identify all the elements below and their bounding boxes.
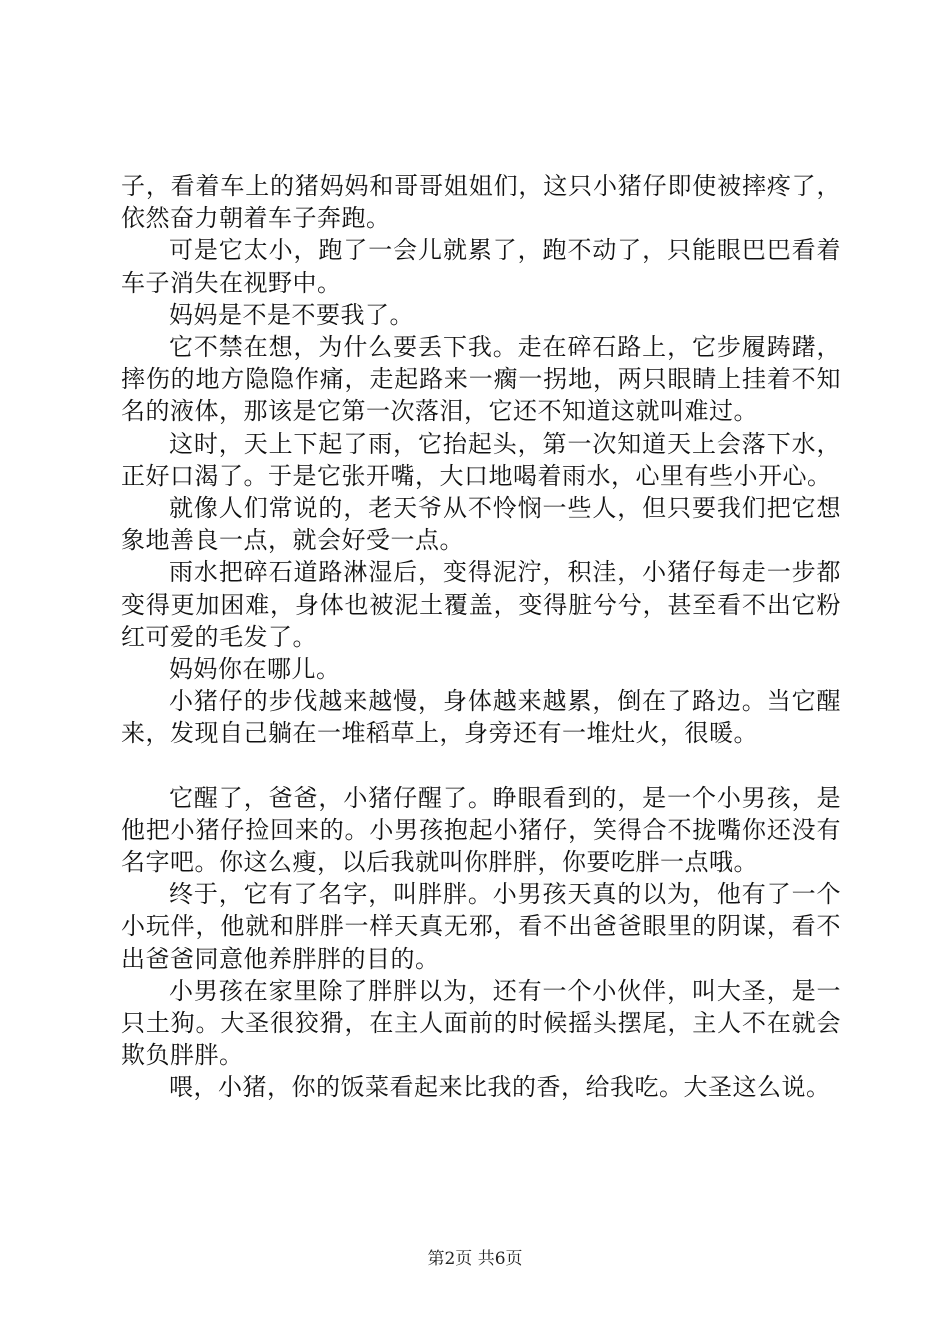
paragraph-9: 小猪仔的步伐越来越慢，身体越来越累，倒在了路边。当它醒来，发现自己躺在一堆稻草上，身旁还有一堆灶火，很暖。 [121,687,841,748]
paragraph-8: 妈妈你在哪儿。 [169,655,341,684]
paragraph-10: 它醒了，爸爸，小猪仔醒了。睁眼看到的，是一个小男孩，是他把小猪仔捡回来的。小男孩抱起小猪仔，笑得合不拢嘴你还没有名字吧。你这么瘦，以后我就叫你胖胖，你要吃胖一点哦。 [121,783,841,877]
page-number-footer: 第2页 共6页 [427,1249,523,1269]
paragraph-6: 就像人们常说的，老天爷从不怜悯一些人，但只要我们把它想象地善良一点，就会好受一点。 [121,494,841,555]
paragraph-13: 喂，小猪，你的饭菜看起来比我的香，给我吃。大圣这么说。 [169,1073,831,1102]
paragraph-3: 妈妈是不是不要我了。 [169,300,414,329]
paragraph-1: 子，看着车上的猪妈妈和哥哥姐姐们，这只小猪仔即使被摔疼了，依然奋力朝着车子奔跑。 [121,172,841,233]
document-body [121,170,841,1104]
paragraph-7: 雨水把碎石道路淋湿后，变得泥泞，积洼，小猪仔每走一步都变得更加困难，身体也被泥土覆盖，变得脏兮兮，甚至看不出它粉红可爱的毛发了。 [121,558,841,651]
paragraph-11: 终于，它有了名字，叫胖胖。小男孩天真的以为，他有了一个小玩伴，他就和胖胖一样天真无邪，看不出爸爸眼里的阴谋，看不出爸爸同意他养胖胖的目的。 [121,880,841,973]
paragraph-4: 它不禁在想，为什么要丢下我。走在碎石路上，它步履踌躇，摔伤的地方隐隐作痛，走起路来一瘸一拐地，两只眼睛上挂着不知名的液体，那该是它第一次落泪，它还不知道这就叫难过。 [121,333,841,426]
paragraph-5: 这时，天上下起了雨，它抬起头，第一次知道天上会落下水，正好口渴了。于是它张开嘴，大口地喝着雨水，心里有些小开心。 [121,429,841,490]
paragraph-2: 可是它太小，跑了一会儿就累了，跑不动了，只能眼巴巴看着车子消失在视野中。 [121,236,841,297]
paragraph-12: 小男孩在家里除了胖胖以为，还有一个小伙伴，叫大圣，是一只土狗。大圣很狡猾，在主人面前的时候摇头摆尾，主人不在就会欺负胖胖。 [121,976,841,1070]
